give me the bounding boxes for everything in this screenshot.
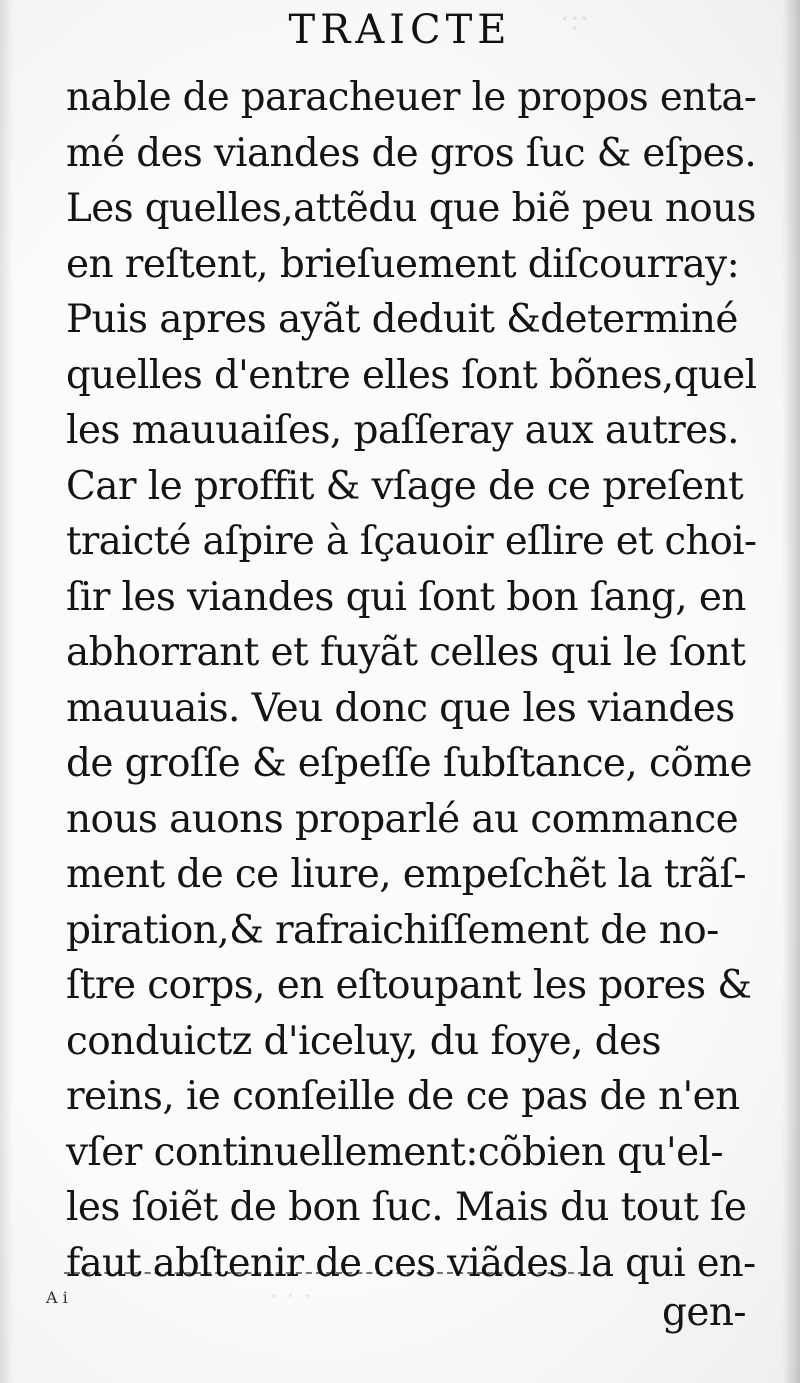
text-line: quelles d'entre elles ſont bõnes,quel (66, 352, 757, 398)
text-line: les mauuaiſes, paſſeray aux autres. (66, 408, 739, 453)
text-line: mé des viandes de gros ſuc & eſpes. (66, 130, 757, 176)
body-text (66, 70, 756, 1291)
underline-mark (64, 1272, 584, 1274)
text-line: reins, ie conſeille de ce pas de n'en (66, 1074, 740, 1119)
text-line: en reſtent, brieſuement diſcourray: (66, 241, 740, 287)
text-line: ſir les viandes qui ſont bon ſang, en (66, 574, 746, 620)
text-line: nable de paracheuer le propos enta- (66, 75, 757, 120)
page-left-shadow (0, 0, 14, 1383)
text-line: les ſoiẽt de bon ſuc. Mais du tout ſe (66, 1185, 747, 1230)
catchword: gen- (662, 1290, 746, 1335)
bleed-through-mark-bottom: · · · (270, 1282, 312, 1312)
text-line: nous auons proparlé au commance (66, 796, 739, 842)
text-line: Les quelles,attẽdu que biẽ peu nous (66, 186, 756, 231)
text-line: Puis apres ayãt deduit &determiné (66, 297, 738, 342)
signature-mark: A i (46, 1288, 68, 1307)
text-line: vſer continuellement:cõbien qu'el- (66, 1129, 723, 1175)
text-line: piration,& rafraichiſſement de no- (66, 907, 719, 953)
text-line: conduictz d'iceluy, du foye, des (66, 1018, 661, 1064)
running-head: TRAICTE (288, 7, 512, 53)
text-line: abhorrant et fuyãt celles qui le ſont (66, 630, 746, 675)
text-line: traicté aſpire à ſçauoir eſlire et choi- (66, 519, 757, 564)
text-line: Car le proffit & vſage de ce preſent (66, 463, 744, 509)
text-line: de groſſe & eſpeſſe ſubſtance, cõme (66, 741, 752, 786)
text-line: ment de ce liure, empeſchẽt la trãſ- (66, 852, 746, 897)
page-right-shadow (782, 0, 800, 1383)
text-line: ſtre corps, en eſtoupant les pores & (66, 963, 752, 1008)
text-line: mauuais. Veu donc que les viandes (66, 685, 735, 731)
text-line: faut abſtenir de ces viãdes la qui en- (66, 1240, 756, 1286)
bleed-through-mark: ·:· (560, 2, 590, 37)
